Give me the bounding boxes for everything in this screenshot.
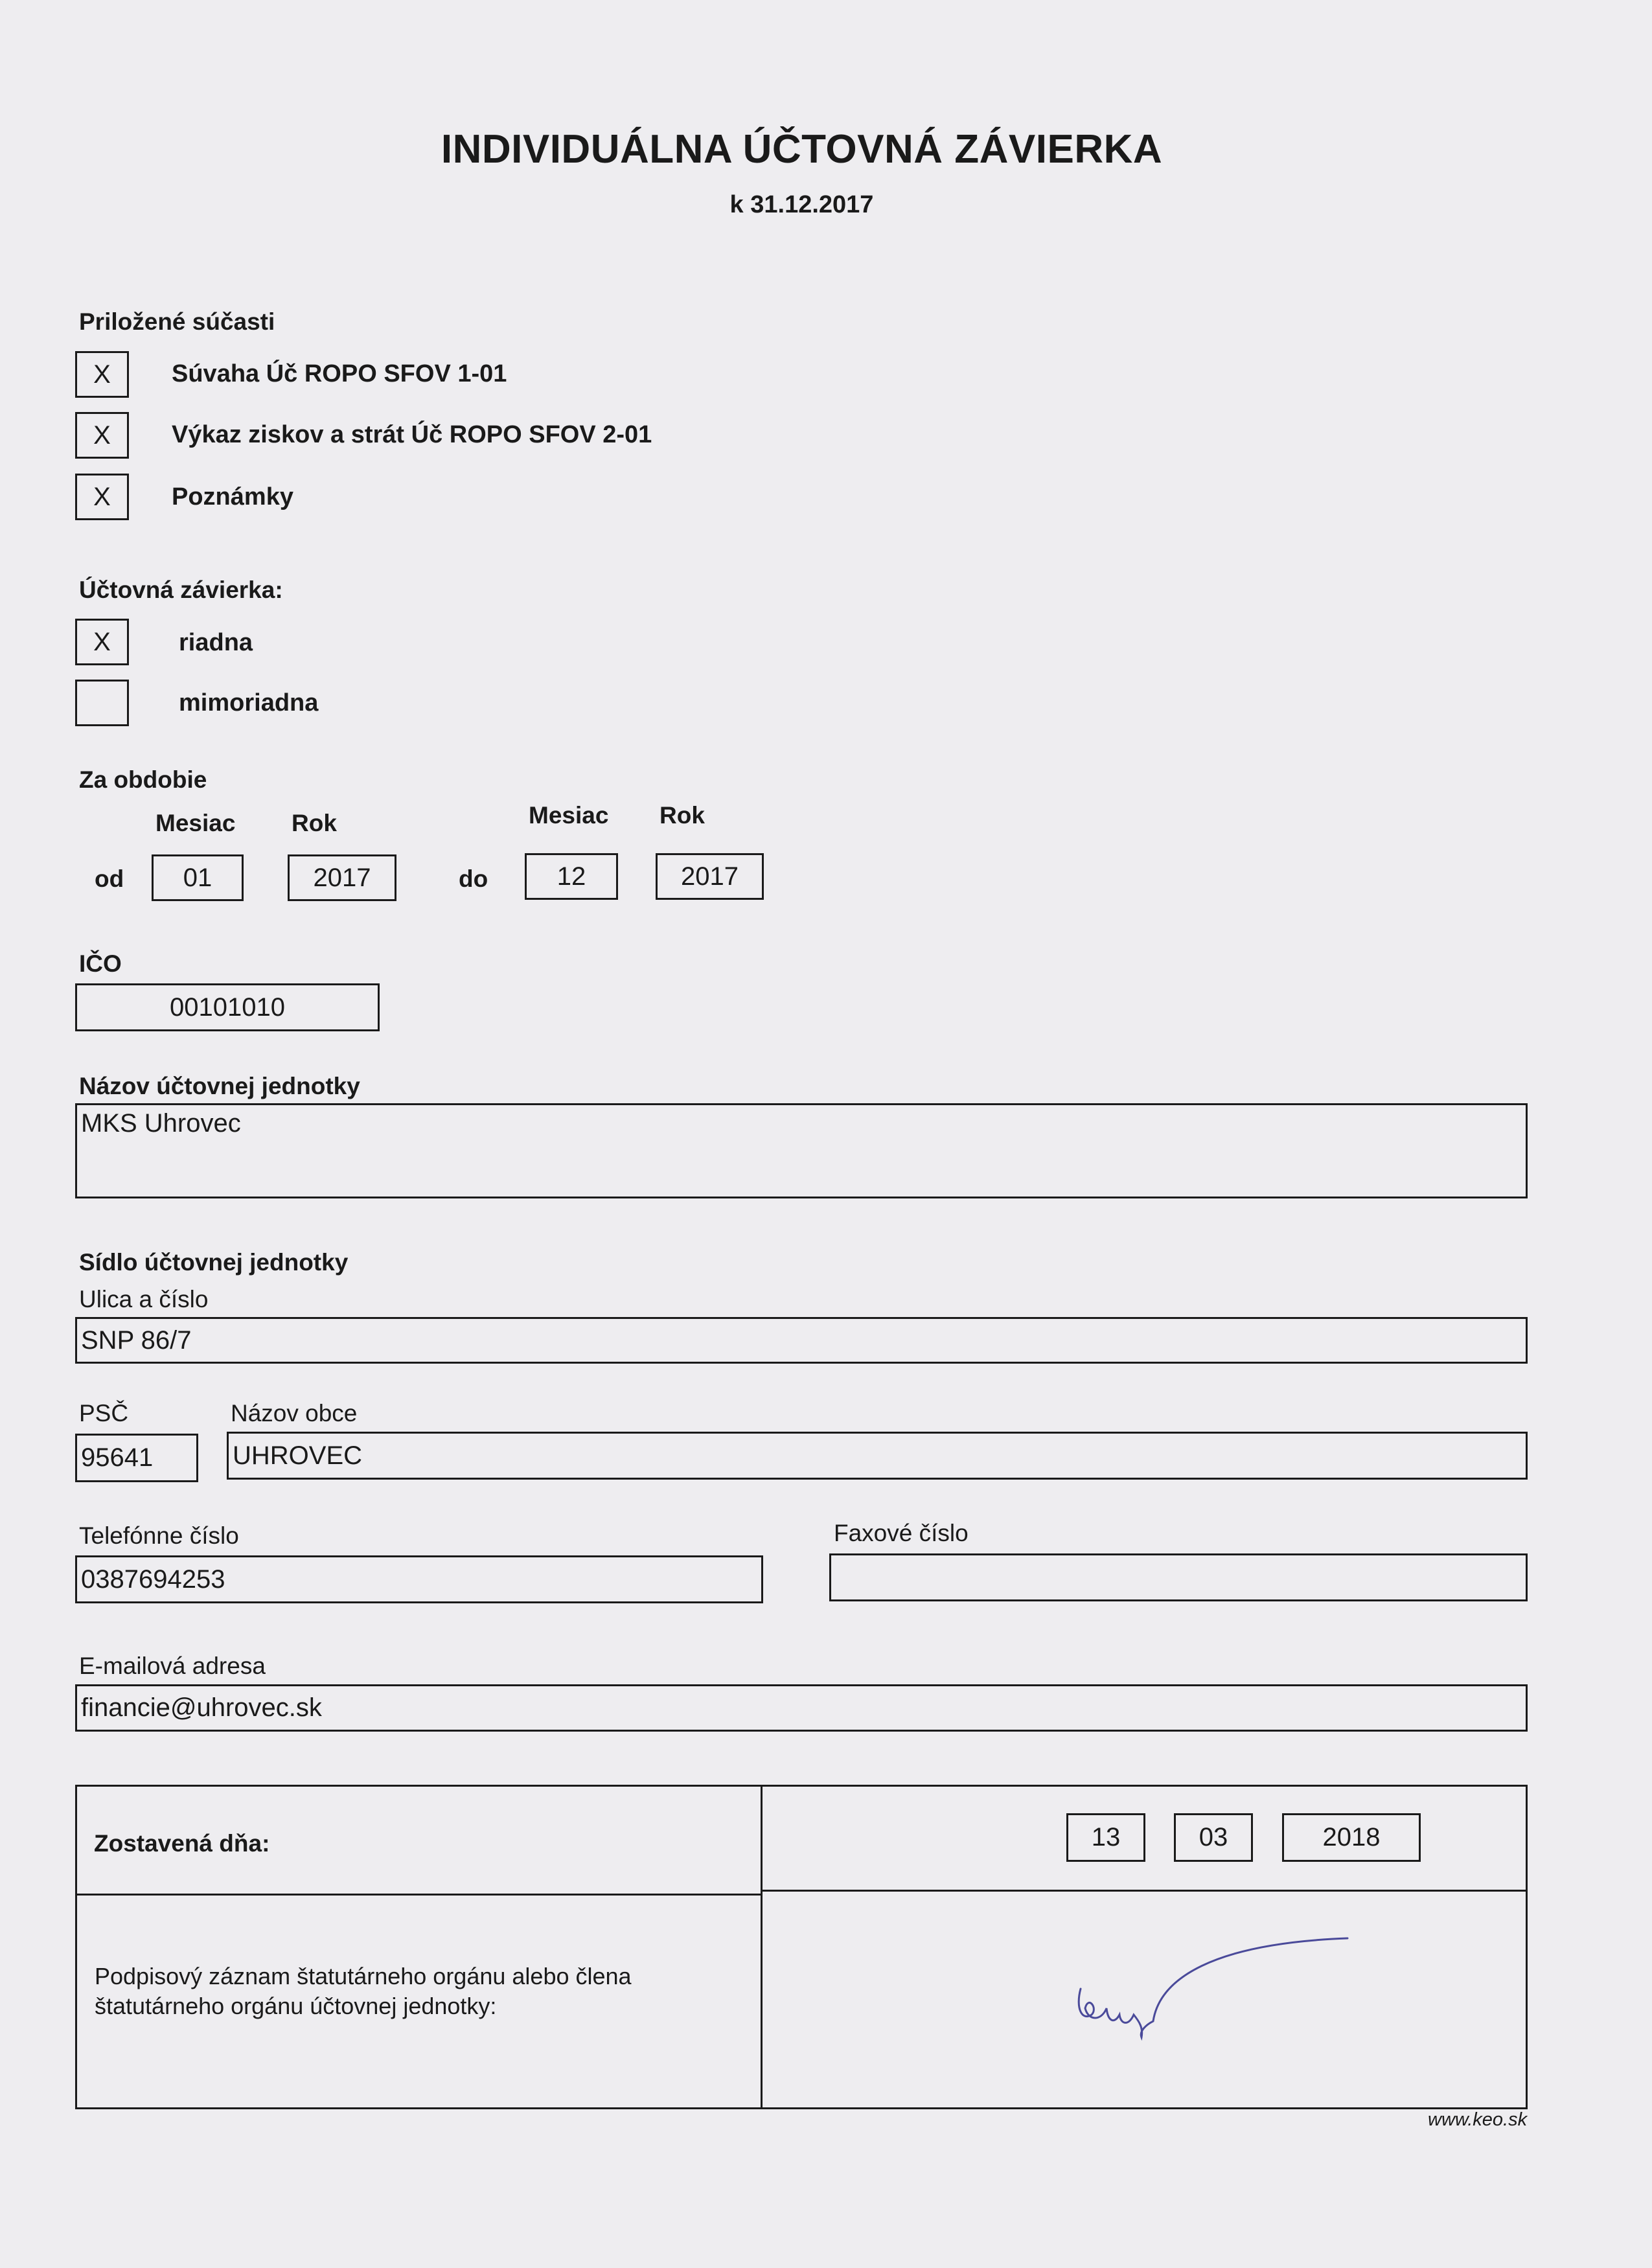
period-to-label: do	[459, 865, 488, 892]
period-to-month-field[interactable]: 12	[525, 853, 618, 900]
period-from-year-label: Rok	[292, 810, 337, 836]
period-heading: Za obdobie	[79, 766, 207, 793]
table-divider-left	[75, 1894, 763, 1896]
attachment-balance-label: Súvaha Úč ROPO SFOV 1-01	[172, 360, 507, 387]
period-to-year-field[interactable]: 2017	[656, 853, 764, 900]
entity-name-label: Názov účtovnej jednotky	[79, 1073, 360, 1099]
attachment-profit-loss-checkbox[interactable]: X	[75, 412, 129, 459]
email-label: E-mailová adresa	[79, 1653, 266, 1679]
closing-extraordinary-label: mimoriadna	[179, 689, 319, 716]
street-label: Ulica a číslo	[79, 1286, 209, 1312]
closing-type-heading: Účtovná závierka:	[79, 577, 283, 603]
fax-label: Faxové číslo	[834, 1520, 969, 1546]
period-to-year-label: Rok	[660, 802, 705, 829]
signature-label-line2: štatutárneho orgánu účtovnej jednotky:	[95, 1993, 497, 2019]
fax-field[interactable]	[829, 1553, 1528, 1601]
closing-regular-label: riadna	[179, 629, 253, 656]
handwritten-signature	[1069, 1918, 1360, 2047]
city-field[interactable]: UHROVEC	[227, 1432, 1528, 1480]
document-subtitle: k 31.12.2017	[729, 191, 874, 218]
closing-extraordinary-checkbox[interactable]	[75, 680, 129, 726]
address-heading: Sídlo účtovnej jednotky	[79, 1249, 349, 1276]
period-from-month-field[interactable]: 01	[152, 854, 244, 901]
footer-url[interactable]: www.keo.sk	[1428, 2109, 1528, 2130]
ico-label: IČO	[79, 950, 122, 977]
ico-field[interactable]: 00101010	[75, 983, 380, 1031]
table-divider-right	[761, 1890, 1528, 1892]
entity-name-field[interactable]: MKS Uhrovec	[75, 1103, 1528, 1198]
signature-label-line1: Podpisový záznam štatutárneho orgánu alebo člena	[95, 1963, 632, 1989]
city-label: Názov obce	[231, 1400, 358, 1426]
zip-field[interactable]: 95641	[75, 1434, 198, 1482]
closing-regular-checkbox[interactable]: X	[75, 619, 129, 665]
compiled-label: Zostavená dňa:	[94, 1830, 270, 1857]
attachment-profit-loss-label: Výkaz ziskov a strát Úč ROPO SFOV 2-01	[172, 421, 652, 448]
email-field[interactable]: financie@uhrovec.sk	[75, 1684, 1528, 1732]
attachment-balance-checkbox[interactable]: X	[75, 351, 129, 398]
period-from-year-field[interactable]: 2017	[288, 854, 396, 901]
compiled-day-field[interactable]: 13	[1066, 1813, 1145, 1862]
compiled-month-field[interactable]: 03	[1174, 1813, 1253, 1862]
table-vertical-divider	[761, 1785, 763, 2109]
street-field[interactable]: SNP 86/7	[75, 1317, 1528, 1364]
document-title: INDIVIDUÁLNA ÚČTOVNÁ ZÁVIERKA	[441, 127, 1163, 172]
phone-label: Telefónne číslo	[79, 1522, 239, 1549]
period-to-month-label: Mesiac	[529, 802, 609, 829]
attachment-notes-checkbox[interactable]: X	[75, 474, 129, 520]
phone-field[interactable]: 0387694253	[75, 1555, 763, 1603]
attachments-heading: Priložené súčasti	[79, 308, 275, 335]
zip-label: PSČ	[79, 1400, 129, 1426]
attachment-notes-label: Poznámky	[172, 483, 293, 510]
compiled-year-field[interactable]: 2018	[1282, 1813, 1421, 1862]
period-from-month-label: Mesiac	[155, 810, 236, 836]
period-from-label: od	[95, 865, 124, 892]
